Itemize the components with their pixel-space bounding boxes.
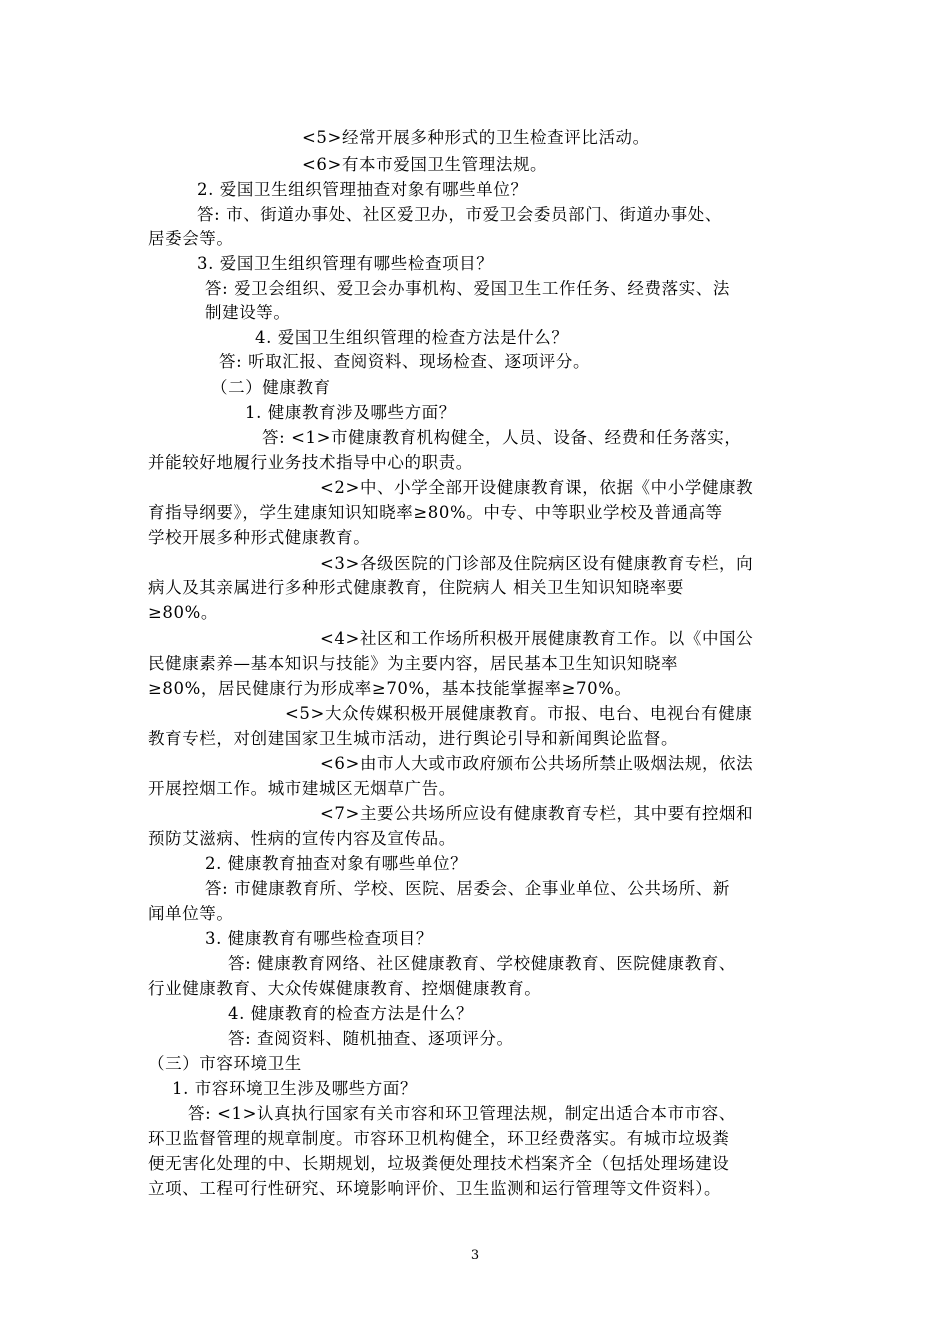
text-line: 学校开展多种形式健康教育。 <box>148 528 371 547</box>
text-line: 并能较好地履行业务技术指导中心的职责。 <box>148 453 473 472</box>
text-line: ≥80%，居民健康行为形成率≥70%，基本技能掌握率≥70%。 <box>148 679 632 698</box>
text-line: <3>各级医院的门诊部及住院病区设有健康教育专栏，向 <box>320 554 754 573</box>
question-heading: 4. 爱国卫生组织管理的检查方法是什么？ <box>255 328 569 347</box>
text-line: 制建设等。 <box>205 303 291 322</box>
text-line: 预防艾滋病、性病的宣传内容及宣传品。 <box>148 829 456 848</box>
page-number: 3 <box>470 1248 480 1263</box>
answer-line: 答: 市健康教育所、学校、医院、居委会、企事业单位、公共场所、新 <box>205 879 731 898</box>
question-heading: 1. 市容环境卫生涉及哪些方面？ <box>172 1079 418 1098</box>
question-heading: 1. 健康教育涉及哪些方面？ <box>245 403 456 422</box>
text-line: <6>由市人大或市政府颁布公共场所禁止吸烟法规，依法 <box>320 754 754 773</box>
answer-line: 答: 健康教育网络、社区健康教育、学校健康教育、医院健康教育、 <box>228 954 736 973</box>
text-line: 育指导纲要》，学生建康知识知晓率≥80%。中专、中等职业学校及普通高等 <box>148 503 723 522</box>
text-line: ≥80%。 <box>148 603 218 622</box>
text-line: <2>中、小学全部开设健康教育课，依据《中小学健康教 <box>320 478 754 497</box>
text-line: <5>大众传媒积极开展健康教育。市报、电台、电视台有健康 <box>285 704 753 723</box>
answer-line: 答: 市、街道办事处、社区爱卫办，市爱卫会委员部门、街道办事处、 <box>197 205 723 224</box>
question-heading: 2. 爱国卫生组织管理抽查对象有哪些单位？ <box>197 180 528 199</box>
text-line: 立项、工程可行性研究、环境影响评价、卫生监测和运行管理等文件资料）。 <box>148 1179 722 1198</box>
text-line: 教育专栏，对创建国家卫生城市活动，进行舆论引导和新闻舆论监督。 <box>148 729 679 748</box>
text-line: 开展控烟工作。城市建城区无烟草广告。 <box>148 779 456 798</box>
text-line: 便无害化处理的中、长期规划，垃圾粪便处理技术档案齐全（包括处理场建设 <box>148 1154 730 1173</box>
question-heading: 3. 健康教育有哪些检查项目？ <box>205 929 433 948</box>
answer-line: 答: 查阅资料、随机抽查、逐项评分。 <box>228 1029 514 1048</box>
text-line: <6>有本市爱国卫生管理法规。 <box>302 155 548 174</box>
answer-line: 答: <1>市健康教育机构健全，人员、设备、经费和任务落实， <box>262 428 742 447</box>
text-line: 环卫监督管理的规章制度。市容环卫机构健全，环卫经费落实。有城市垃圾粪 <box>148 1129 730 1148</box>
question-heading: 3. 爱国卫生组织管理有哪些检查项目？ <box>197 254 494 273</box>
text-line: 民健康素养—基本知识与技能》为主要内容，居民基本卫生知识知晓率 <box>148 654 679 673</box>
answer-line: 答: <1>认真执行国家有关市容和环卫管理法规，制定出适合本市市容、 <box>188 1104 736 1123</box>
text-line: <5>经常开展多种形式的卫生检查评比活动。 <box>302 128 650 147</box>
question-heading: 2. 健康教育抽查对象有哪些单位？ <box>205 854 468 873</box>
text-line: 行业健康教育、大众传媒健康教育、控烟健康教育。 <box>148 979 542 998</box>
section-heading: （三）市容环境卫生 <box>148 1054 302 1073</box>
question-heading: 4. 健康教育的检查方法是什么？ <box>228 1004 474 1023</box>
answer-line: 答: 听取汇报、查阅资料、现场检查、逐项评分。 <box>219 352 591 371</box>
text-line: 病人及其亲属进行多种形式健康教育，住院病人 相关卫生知识知晓率要 <box>148 578 684 597</box>
answer-line: 答: 爱卫会组织、爱卫会办事机构、爱国卫生工作任务、经费落实、法 <box>205 279 731 298</box>
text-line: <7>主要公共场所应设有健康教育专栏，其中要有控烟和 <box>320 804 754 823</box>
text-line: 居委会等。 <box>148 229 234 248</box>
text-line: 闻单位等。 <box>148 904 234 923</box>
text-line: <4>社区和工作场所积极开展健康教育工作。以《中国公 <box>320 629 754 648</box>
section-heading: （二）健康教育 <box>211 378 331 397</box>
